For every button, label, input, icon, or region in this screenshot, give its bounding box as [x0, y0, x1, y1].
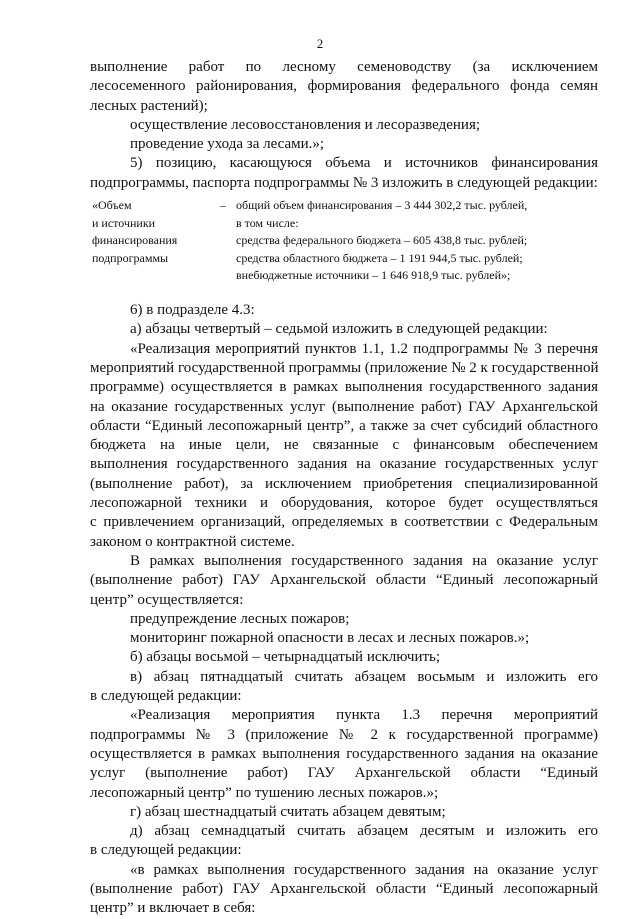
- text-line: проведение ухода за лесами.»;: [130, 136, 325, 153]
- text-line: выполнение работ по лесному семеноводству (за исключением: [90, 59, 598, 75]
- text-line: области “Единый лесопожарный центр”, а также за счет субсидий областного: [90, 417, 598, 434]
- table-value-line: внебюджетные источники – 1 646 918,9 тыс. рублей»;: [236, 268, 511, 283]
- text-line: осуществляется в рамках выполнения государственного задания на оказание: [90, 745, 598, 762]
- table-value-line: средства федерального бюджета – 605 438,8 тыс. рублей;: [236, 233, 528, 248]
- text-line: подпрограммы, паспорта подпрограммы № 3 изложить в следующей редакции:: [90, 174, 598, 191]
- text-line: б) абзацы восьмой – четырнадцатый исключить;: [130, 649, 441, 666]
- financing-table: [90, 197, 598, 281]
- text-line: услуг (выполнение работ) ГАУ Архангельской области “Единый: [90, 765, 598, 782]
- table-value-line: общий объем финансирования – 3 444 302,2 тыс. рублей,: [236, 198, 528, 213]
- text-line: мониторинг пожарной опасности в лесах и лесных пожаров.»;: [130, 630, 530, 647]
- text-line: с привлечением организаций, определяемых в соответствии с Федеральным: [90, 514, 598, 531]
- text-line: 5) позицию, касающуюся объема и источников финансирования: [130, 155, 598, 172]
- text-line: центр” осуществляется:: [90, 591, 244, 608]
- text-line: законом о контрактной системе.: [90, 533, 295, 550]
- text-line: в следующей редакции:: [90, 842, 242, 859]
- text-line: 6) в подразделе 4.3:: [130, 302, 255, 319]
- text-line: выполнения государственного задания на оказание государственных услуг: [90, 456, 598, 473]
- text-line: «Реализация мероприятия пункта 1.3 перечня мероприятий: [130, 707, 598, 724]
- text-line: (выполнение работ), за исключением приобретения специализированной: [90, 475, 598, 492]
- text-line: подпрограммы № 3 (приложение № 2 к государственной программе): [90, 726, 598, 743]
- text-line: лесопожарный центр” по тушению лесных пожаров.»;: [90, 784, 439, 801]
- text-line: а) абзацы четвертый – седьмой изложить в следующей редакции:: [130, 321, 548, 338]
- table-label-line: финансирования: [92, 233, 178, 248]
- text-line: предупреждение лесных пожаров;: [130, 610, 350, 627]
- text-line: (выполнение работ) ГАУ Архангельской области “Единый лесопожарный: [90, 572, 598, 589]
- text-line: программе) осуществляется в рамках выполнения государственного задания: [90, 379, 598, 396]
- text-line: в следующей редакции:: [90, 688, 242, 705]
- text-line: д) абзац семнадцатый считать абзацем десятым и изложить его: [130, 823, 598, 840]
- financing-table-label: [92, 197, 212, 267]
- text-line: «в рамках выполнения государственного задания на оказание услуг: [130, 861, 598, 878]
- document-body: [90, 58, 598, 919]
- text-line: «Реализация мероприятий пунктов 1.1, 1.2 подпрограммы № 3 перечня: [130, 340, 598, 357]
- text-line: лесных растений);: [90, 97, 208, 114]
- table-label-line: подпрограммы: [92, 250, 169, 265]
- text-line: на оказание государственных услуг (выполнение работ) ГАУ Архангельской: [90, 398, 598, 415]
- text-line: центр” и включает в себя:: [90, 900, 256, 917]
- financing-table-values: [236, 197, 616, 285]
- text-line: лесопожарной техники и оборудования, которое будет осуществляться: [90, 495, 598, 512]
- text-line: осуществление лесовосстановления и лесоразведения;: [130, 116, 481, 133]
- table-value-line: в том числе:: [236, 215, 299, 230]
- text-line: бюджета на иные цели, не связанные с финансовым обеспечением: [90, 437, 598, 454]
- page-number: 2: [316, 36, 324, 51]
- text-line: (выполнение работ) ГАУ Архангельской области “Единый лесопожарный: [90, 880, 598, 897]
- table-value-line: средства областного бюджета – 1 191 944,5 тыс. рублей;: [236, 250, 523, 265]
- text-line: в) абзац пятнадцатый считать абзацем восьмым и изложить его: [130, 668, 598, 685]
- table-label-line: и источники: [92, 215, 156, 230]
- text-line: г) абзац шестнадцатый считать абзацем девятым;: [130, 803, 446, 820]
- table-dash: –: [220, 198, 226, 213]
- text-line: мероприятий государственной программы (приложение № 2 к государственной: [90, 359, 599, 376]
- table-label-line: «Объем: [92, 198, 132, 213]
- text-line: лесосеменного районирования, формирования федерального фонда семян: [90, 78, 598, 95]
- text-line: В рамках выполнения государственного задания на оказание услуг: [130, 552, 598, 569]
